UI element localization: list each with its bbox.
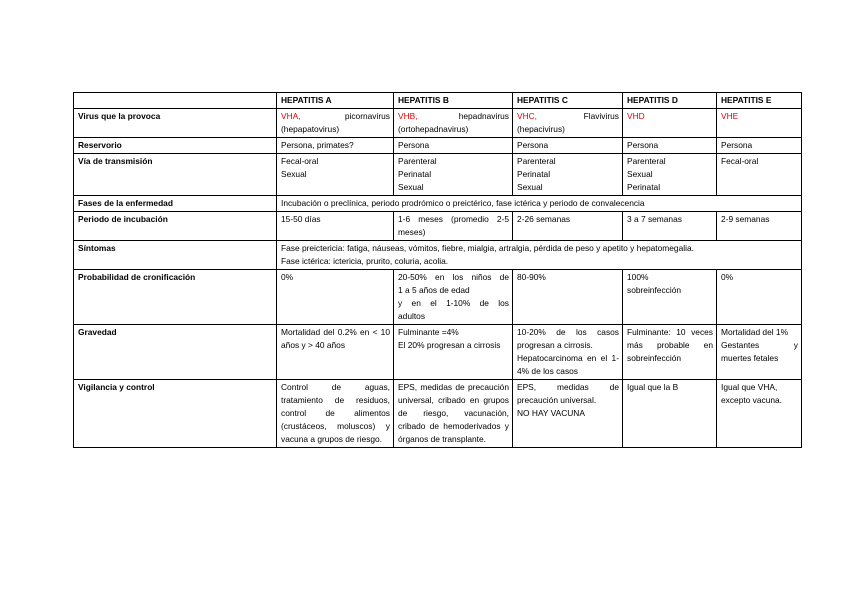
text-line: Fulminante =4% (398, 327, 459, 337)
cell-surveillance-e: Igual que VHA, excepto vacuna. (717, 380, 802, 448)
cell-virus-d: VHD (623, 109, 717, 138)
list-item: Parenteral (517, 156, 556, 166)
cell-severity-b (394, 325, 513, 380)
cell-incubation-a: 15-50 días (277, 212, 394, 241)
list-item: Perinatal (627, 182, 661, 192)
cell-transmission-a (277, 154, 394, 196)
cell-phases: Incubación o preclínica, periodo prodrómico o preictérico, fase ictérica y periodo de convalecencia (277, 196, 802, 212)
list-item: Perinatal (517, 169, 551, 179)
cell-surveillance-b: EPS, medidas de precaución universal, cribado en grupos de riesgo, vacunación, cribado de hemoderivados y órganos de transplante. (394, 380, 513, 448)
cell-chronic-d (623, 270, 717, 325)
row-label: Virus que la provoca (74, 109, 277, 138)
row-label: Gravedad (74, 325, 277, 380)
cell-incubation-b: 1-6 meses (promedio 2-5 meses) (394, 212, 513, 241)
cell-symptoms (277, 241, 802, 270)
symptoms-icteric: Fase ictérica: ictericia, prurito, coluria, acolia. (281, 256, 449, 266)
virus-code: VHB, (398, 111, 418, 121)
cell-virus-b (394, 109, 513, 138)
cell-chronic-c: 80-90% (513, 270, 623, 325)
row-label: Vía de transmisión (74, 154, 277, 196)
row-label: Periodo de incubación (74, 212, 277, 241)
cell-chronic-e: 0% (717, 270, 802, 325)
hepatitis-comparison-table (73, 92, 802, 448)
text-line: adultos (398, 311, 426, 321)
virus-genus: (hepacivirus) (517, 124, 565, 134)
list-item: Parenteral (627, 156, 666, 166)
cell-virus-e: VHE (717, 109, 802, 138)
cell-severity-c (513, 325, 623, 380)
cell-chronic-b (394, 270, 513, 325)
row-label: Vigilancia y control (74, 380, 277, 448)
header-hepatitis-a: HEPATITIS A (277, 93, 394, 109)
list-item: Fecal-oral (721, 156, 759, 166)
list-item: Sexual (517, 182, 543, 192)
row-symptoms (74, 241, 802, 270)
no-vaccine-note: NO HAY VACUNA (517, 408, 585, 418)
text-line: sobreinfección (627, 285, 682, 295)
virus-family: picornavirus (344, 111, 390, 121)
symptoms-preicteric: Fase preictericia: fatiga, náuseas, vómitos, fiebre, mialgia, artralgia, pérdida de peso y apetito y hepatomegalia. (281, 243, 694, 253)
row-transmission (74, 154, 802, 196)
text-line: 20-50% en los niños de (398, 272, 509, 282)
virus-genus: (hepapatovirus) (281, 124, 340, 134)
cell-reservoir-c: Persona (513, 138, 623, 154)
cell-surveillance-d: Igual que la B (623, 380, 717, 448)
row-reservoir (74, 138, 802, 154)
header-hepatitis-c: HEPATITIS C (513, 93, 623, 109)
cell-reservoir-a: Persona, primates? (277, 138, 394, 154)
header-hepatitis-e: HEPATITIS E (717, 93, 802, 109)
list-item: Perinatal (398, 169, 432, 179)
cell-transmission-c (513, 154, 623, 196)
header-hepatitis-b: HEPATITIS B (394, 93, 513, 109)
row-label: Reservorio (74, 138, 277, 154)
cell-surveillance-a: Control de aguas, tratamiento de residuos, control de alimentos (crustáceos, moluscos) y vacuna a grupos de riesgo. (277, 380, 394, 448)
row-label: Probabilidad de cronificación (74, 270, 277, 325)
cell-incubation-e: 2-9 semanas (717, 212, 802, 241)
cell-surveillance-c (513, 380, 623, 448)
text-line: y en el 1-10% de los (398, 298, 509, 308)
cell-incubation-d: 3 a 7 semanas (623, 212, 717, 241)
text-line: Gestantes y muertes fetales (721, 340, 798, 363)
list-item: Sexual (281, 169, 307, 179)
cell-reservoir-e: Persona (717, 138, 802, 154)
text-line: 100% (627, 272, 649, 282)
cell-severity-d: Fulminante: 10 veces más probable en sobreinfección (623, 325, 717, 380)
list-item: Sexual (398, 182, 424, 192)
virus-code: VHA, (281, 111, 301, 121)
row-chronification (74, 270, 802, 325)
cell-reservoir-d: Persona (623, 138, 717, 154)
virus-genus: (ortohepadnavirus) (398, 124, 469, 134)
list-item: Parenteral (398, 156, 437, 166)
cell-incubation-c: 2-26 semanas (513, 212, 623, 241)
cell-severity-a: Mortalidad del 0.2% en < 10 años y > 40 años (277, 325, 394, 380)
text-line: Mortalidad del 1% (721, 327, 789, 337)
cell-transmission-d (623, 154, 717, 196)
header-hepatitis-d: HEPATITIS D (623, 93, 717, 109)
row-label: Fases de la enfermedad (74, 196, 277, 212)
text-line: 1 a 5 años de edad (398, 285, 470, 295)
cell-severity-e (717, 325, 802, 380)
list-item: Sexual (627, 169, 653, 179)
cell-chronic-a: 0% (277, 270, 394, 325)
row-phases (74, 196, 802, 212)
header-blank-cell (74, 93, 277, 109)
row-label: Síntomas (74, 241, 277, 270)
cell-transmission-b (394, 154, 513, 196)
cell-virus-c (513, 109, 623, 138)
virus-family: Flavivirus (583, 111, 619, 121)
cell-virus-a (277, 109, 394, 138)
text-line: El 20% progresan a cirrosis (398, 340, 501, 350)
cell-transmission-e (717, 154, 802, 196)
text-line: EPS, medidas de precaución universal. (517, 382, 619, 405)
virus-code: VHC, (517, 111, 538, 121)
row-surveillance (74, 380, 802, 448)
header-row (74, 93, 802, 109)
text-line: Hepatocarcinoma en el 1-4% de los casos (517, 353, 619, 376)
row-severity (74, 325, 802, 380)
list-item: Fecal-oral (281, 156, 319, 166)
row-incubation (74, 212, 802, 241)
text-line: 10-20% de los casos progresan a cirrosis. (517, 327, 619, 350)
cell-reservoir-b: Persona (394, 138, 513, 154)
row-virus (74, 109, 802, 138)
virus-family: hepadnavirus (458, 111, 509, 121)
